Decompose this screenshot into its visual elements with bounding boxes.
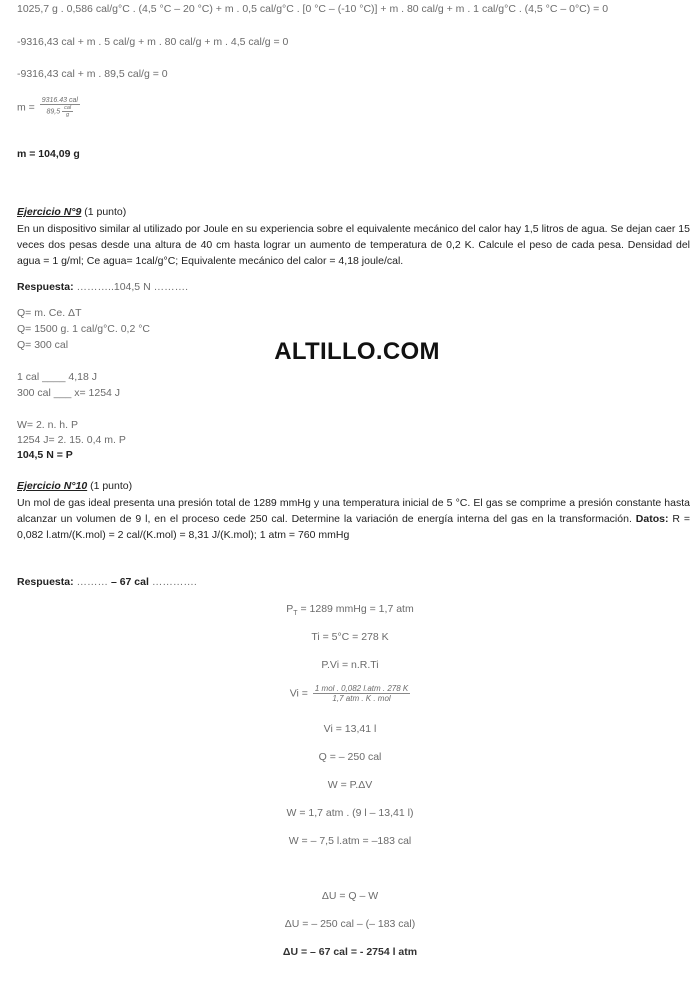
answer-value: 104,5 N	[113, 281, 151, 293]
pressure-subscript: T	[293, 610, 298, 618]
exercise-9-statement: En un dispositivo similar al utilizado por Joule en su experiencia sobre el equivalente mecánico del calor hay 1,5 litros de agua. Se dejan caer 15 veces dos pesas desde una altura de 40 cm hasta lograr un aumento de temperatura de 0,2 K. Calcule el peso de cada pesa. Densidad del agua = 1 g/ml; Ce agua= 1cal/g°C; Equivalente mecánico del calor = 4,18 joule/cal.	[17, 223, 690, 267]
exercise-9-title: Ejercicio N°9	[17, 206, 82, 218]
ex9-step-6: W= 2. n. h. P	[17, 419, 78, 431]
m-result: m = 104,09 g	[17, 148, 80, 160]
m-denominator	[40, 105, 80, 118]
answer-dots-post: ……….	[150, 281, 188, 293]
ex10-calc-1	[0, 603, 700, 617]
ex9-step-3: Q= 300 cal	[17, 339, 69, 351]
exercise-9-heading	[17, 205, 126, 219]
data-label: Datos:	[635, 513, 669, 525]
ex10-calc-3: P.Vi = n.R.Ti	[321, 659, 379, 671]
ex10-calc-2: Ti = 5°C = 278 K	[311, 631, 389, 643]
vi-label: Vi =	[289, 687, 308, 700]
ex10-calc-5: Vi = 13,41 l	[323, 723, 377, 735]
ex10-calc-4	[0, 684, 700, 703]
ex10-calc-6: Q = – 250 cal	[318, 751, 382, 763]
ex10-calc-10: ΔU = Q – W	[321, 890, 379, 902]
answer-dots-post: ………….	[148, 576, 197, 588]
exercise-10-heading	[17, 479, 132, 493]
equation-line-2: -9316,43 cal + m . 5 cal/g + m . 80 cal/g + m . 4,5 cal/g = 0	[17, 36, 289, 48]
ex10-calc-9: W = – 7,5 l.atm = –183 cal	[288, 835, 412, 847]
exercise-9-points: (1 punto)	[81, 206, 127, 218]
unit-num: cal	[64, 105, 72, 111]
answer-label: Respuesta:	[17, 281, 74, 293]
exercise-10-points: (1 punto)	[87, 480, 133, 492]
exercise-10-answer	[17, 575, 197, 589]
pressure-value: = 1289 mmHg = 1,7 atm	[297, 603, 414, 615]
pressure-symbol: P	[286, 603, 294, 615]
vi-numerator: 1 mol . 0,082 l.atm . 278 K	[314, 684, 409, 693]
ex10-calc-8: W = 1,7 atm . (9 l – 13,41 l)	[286, 807, 414, 819]
equation-line-3: -9316,43 cal + m . 89,5 cal/g = 0	[17, 68, 168, 80]
ex10-calc-11: ΔU = – 250 cal – (– 183 cal)	[284, 918, 416, 930]
data-values: R = 0,082 l.atm/(K.mol) = 2 cal/(K.mol) = 8,31 J/(K.mol); 1 atm = 760 mmHg	[17, 513, 691, 541]
m-fraction	[40, 97, 80, 118]
m-fraction-equation	[17, 97, 80, 118]
m-label: m =	[17, 101, 35, 114]
m-denominator-unit	[62, 105, 73, 118]
answer-dots-pre: ………..	[73, 281, 114, 293]
exercise-10-title: Ejercicio N°10	[17, 480, 88, 492]
unit-den: g	[66, 112, 70, 118]
ex9-step-1: Q= m. Ce. ΔT	[17, 307, 82, 319]
ex10-calc-7: W = P.ΔV	[327, 779, 373, 791]
m-numerator: 9316.43 cal	[41, 97, 78, 104]
ex9-step-2: Q= 1500 g. 1 cal/g°C. 0,2 °C	[17, 323, 151, 335]
answer-value: – 67 cal	[110, 576, 149, 588]
exercise-10-statement	[17, 495, 690, 543]
exercise-9-answer	[17, 280, 188, 294]
ex9-step-8: 104,5 N = P	[17, 449, 73, 461]
vi-denominator: 1,7 atm . K . mol	[332, 694, 391, 703]
watermark: ALTILLO.COM	[274, 338, 440, 365]
answer-dots-pre: ………	[73, 576, 111, 588]
ex9-step-7: 1254 J= 2. 15. 0,4 m. P	[17, 434, 126, 446]
ex10-calc-12: ΔU = – 67 cal = - 2754 l atm	[282, 946, 418, 958]
m-denominator-value: 89,5	[46, 108, 61, 116]
ex9-step-4: 1 cal ____ 4,18 J	[17, 371, 97, 383]
equation-line-1: 1025,7 g . 0,586 cal/g°C . (4,5 °C – 20 °C) + m . 0,5 cal/g°C . [0 °C – (-10 °C)] + m . 80 cal/g + m . 1 cal/g°C . (4,5 °C – 0°C) = 0	[17, 3, 609, 15]
exercise-10-body: Un mol de gas ideal presenta una presión total de 1289 mmHg y una temperatura inicial de 5 °C. El gas se comprime a presión constante hasta alcanzar un volumen de 9 l, en el proceso cede 250 cal. Determine la variación de energía interna del gas en la transformación.	[17, 497, 690, 525]
answer-label: Respuesta:	[17, 576, 74, 588]
vi-fraction	[313, 684, 410, 703]
ex9-step-5: 300 cal ___ x= 1254 J	[17, 387, 121, 399]
